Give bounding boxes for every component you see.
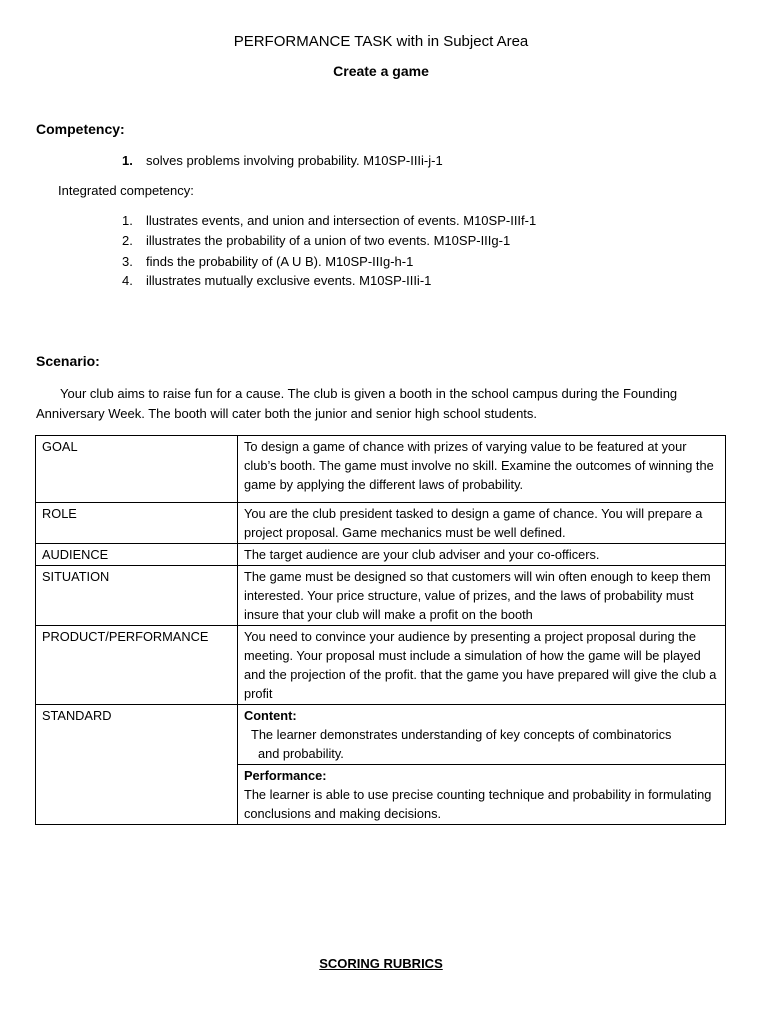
performance-text: The learner is able to use precise counting technique and probability in formulating conclusions and making decisions. — [244, 787, 712, 821]
table-row-situation — [36, 566, 726, 626]
table-row-product — [36, 626, 726, 705]
competency-item-text: solves problems involving probability. M10SP-IIIi-j-1 — [146, 153, 443, 168]
integrated-item — [122, 213, 536, 228]
table-row-goal — [36, 436, 726, 503]
product-label: PRODUCT/PERFORMANCE — [36, 626, 238, 705]
content-line: The learner demonstrates understanding of key concepts of combinatorics — [251, 727, 672, 742]
integrated-competency-heading: Integrated competency: — [58, 183, 194, 198]
page-subtitle: Create a game — [333, 63, 429, 79]
page-title: PERFORMANCE TASK with in Subject Area — [233, 33, 529, 50]
integrated-item-number: 3. — [122, 254, 133, 269]
standard-label: STANDARD — [36, 705, 238, 825]
integrated-item-text: finds the probability of (A U B). M10SP-IIIg-h-1 — [146, 254, 414, 269]
integrated-item-text: llustrates events, and union and intersection of events. M10SP-IIIf-1 — [146, 213, 537, 228]
scenario-heading: Scenario: — [36, 353, 100, 369]
role-label: ROLE — [36, 503, 238, 544]
content-heading: Content: — [244, 708, 297, 723]
integrated-item — [122, 273, 431, 288]
competency-item-number: 1. — [122, 153, 133, 168]
integrated-item — [122, 254, 413, 269]
integrated-item-text: illustrates mutually exclusive events. M10SP-IIIi-1 — [146, 273, 432, 288]
integrated-item-text: illustrates the probability of a union of two events. M10SP-IIIg-1 — [146, 233, 511, 248]
situation-label: SITUATION — [36, 566, 238, 626]
scoring-rubrics-heading: SCORING RUBRICS — [319, 956, 443, 971]
audience-text: The target audience are your club adviser and your co-officers. — [238, 544, 726, 566]
grasps-table — [35, 435, 726, 825]
situation-text: The game must be designed so that customers will win often enough to keep them interested. Your price structure, value of prizes, and the laws of probability must insure that your club will make a profit on the booth — [238, 566, 726, 626]
goal-text: To design a game of chance with prizes of varying value to be featured at your club’s booth. The game must involve no skill. Examine the outcomes of winning the game by applying the different laws of probability. — [238, 436, 726, 503]
table-row-standard-content — [36, 705, 726, 765]
integrated-item-number: 2. — [122, 233, 133, 248]
standard-content-cell — [238, 705, 726, 765]
scenario-paragraph: Your club aims to raise fun for a cause. The club is given a booth in the school campus during the Founding Anniversary Week. The booth will cater both the junior and senior high school students. — [36, 386, 678, 421]
product-text: You need to convince your audience by presenting a project proposal during the meeting. Your proposal must include a simulation of how the game will be played and the projection of the profit. that the game you have prepared will give the club a profit — [238, 626, 726, 705]
content-line: and probability. — [258, 746, 344, 761]
table-row-audience — [36, 544, 726, 566]
performance-heading: Performance: — [244, 768, 327, 783]
role-text: You are the club president tasked to design a game of chance. You will prepare a project proposal. Game mechanics must be well defined. — [238, 503, 726, 544]
standard-performance-cell — [238, 765, 726, 825]
table-row-role — [36, 503, 726, 544]
competency-heading: Competency: — [36, 121, 125, 137]
goal-label: GOAL — [36, 436, 238, 503]
audience-label: AUDIENCE — [36, 544, 238, 566]
integrated-item — [122, 233, 510, 248]
competency-item — [122, 153, 443, 168]
integrated-item-number: 1. — [122, 213, 133, 228]
integrated-item-number: 4. — [122, 273, 133, 288]
